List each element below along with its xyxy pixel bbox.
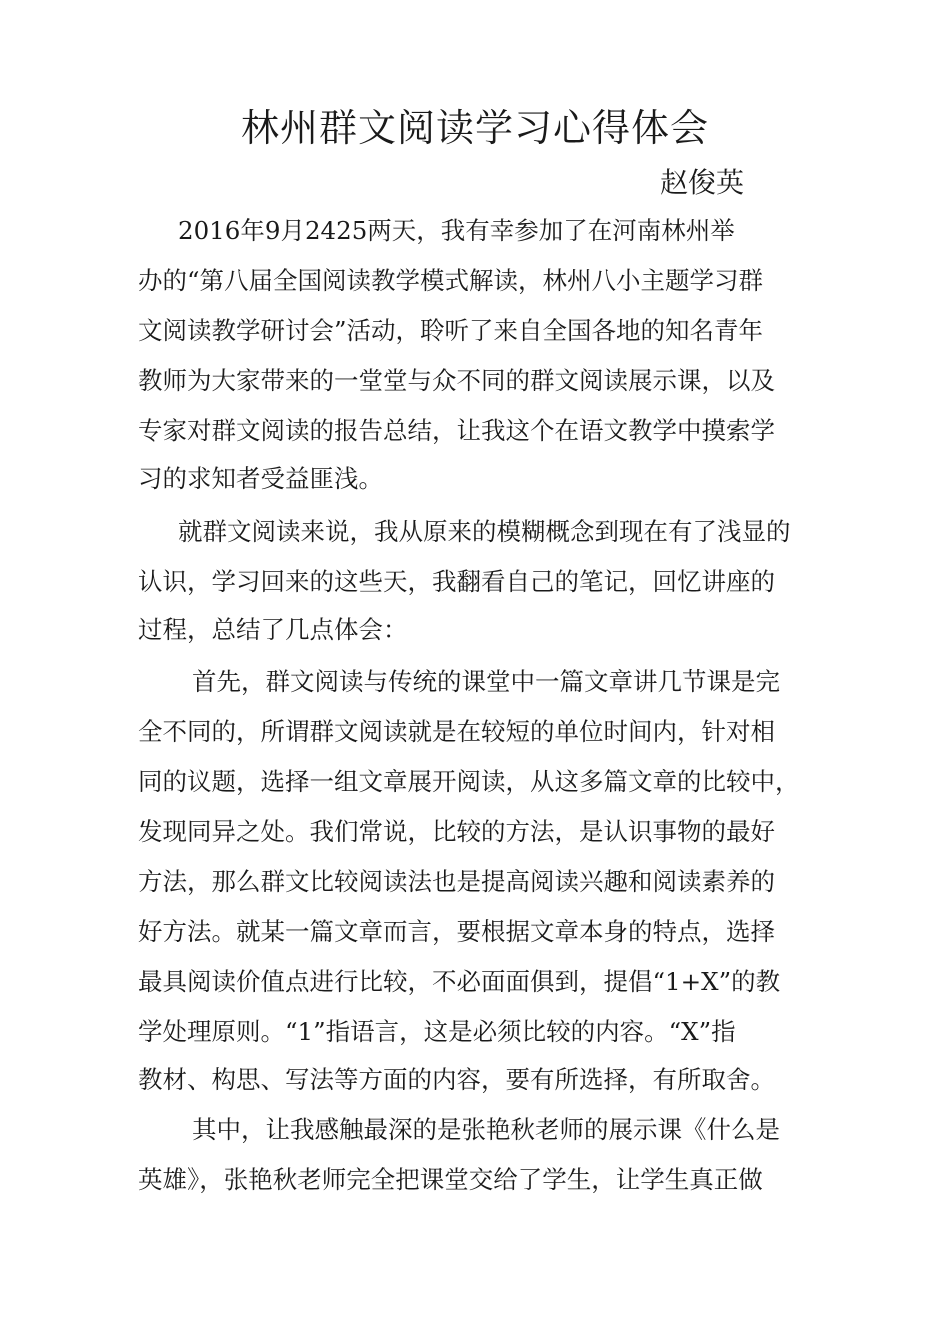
text-line: 教师为大家带来的一堂堂与众不同的群文阅读展示课，以及 [138, 366, 775, 395]
text-line: 专家对群文阅读的报告总结，让我这个在语文教学中摸索学 [138, 416, 775, 445]
text-line: 发现同异之处。我们常说，比较的方法，是认识事物的最好 [138, 817, 775, 846]
text-line: 学处理原则。“1”指语言，这是必须比较的内容。“X”指 [138, 1017, 736, 1046]
text-line: 办的“第八届全国阅读教学模式解读，林州八小主题学习群 [138, 266, 764, 295]
author-name: 赵俊英 [660, 166, 745, 199]
text-line: 最具阅读价值点进行比较，不必面面俱到，提倡“1+X”的教 [138, 967, 781, 996]
text-line: 全不同的，所谓群文阅读就是在较短的单位时间内，针对相 [138, 717, 775, 746]
text-line: 其中，让我感触最深的是张艳秋老师的展示课《什么是 [192, 1115, 780, 1144]
text-line: 过程，总结了几点体会： [138, 615, 408, 644]
text-line: 首先，群文阅读与传统的课堂中一篇文章讲几节课是完 [192, 667, 780, 696]
text-line: 方法，那么群文比较阅读法也是提高阅读兴趣和阅读素养的 [138, 867, 775, 896]
text-line: 就群文阅读来说，我从原来的模糊概念到现在有了浅显的 [178, 517, 791, 546]
text-line: 好方法。就某一篇文章而言，要根据文章本身的特点，选择 [138, 917, 775, 946]
text-line: 2016年9月2425两天，我有幸参加了在河南林州举 [178, 216, 735, 245]
text-line: 文阅读教学研讨会”活动，聆听了来自全国各地的知名青年 [138, 316, 764, 345]
text-line: 同的议题，选择一组文章展开阅读，从这多篇文章的比较中， [138, 767, 800, 796]
document-title: 林州群文阅读学习心得体会 [240, 106, 709, 150]
text-line: 认识，学习回来的这些天，我翻看自己的笔记，回忆讲座的 [138, 567, 775, 596]
text-line: 教材、构思、写法等方面的内容，要有所选择，有所取舍。 [138, 1065, 775, 1094]
text-line: 习的求知者受益匪浅。 [138, 464, 383, 493]
text-line: 英雄》，张艳秋老师完全把课堂交给了学生，让学生真正做 [138, 1165, 763, 1194]
